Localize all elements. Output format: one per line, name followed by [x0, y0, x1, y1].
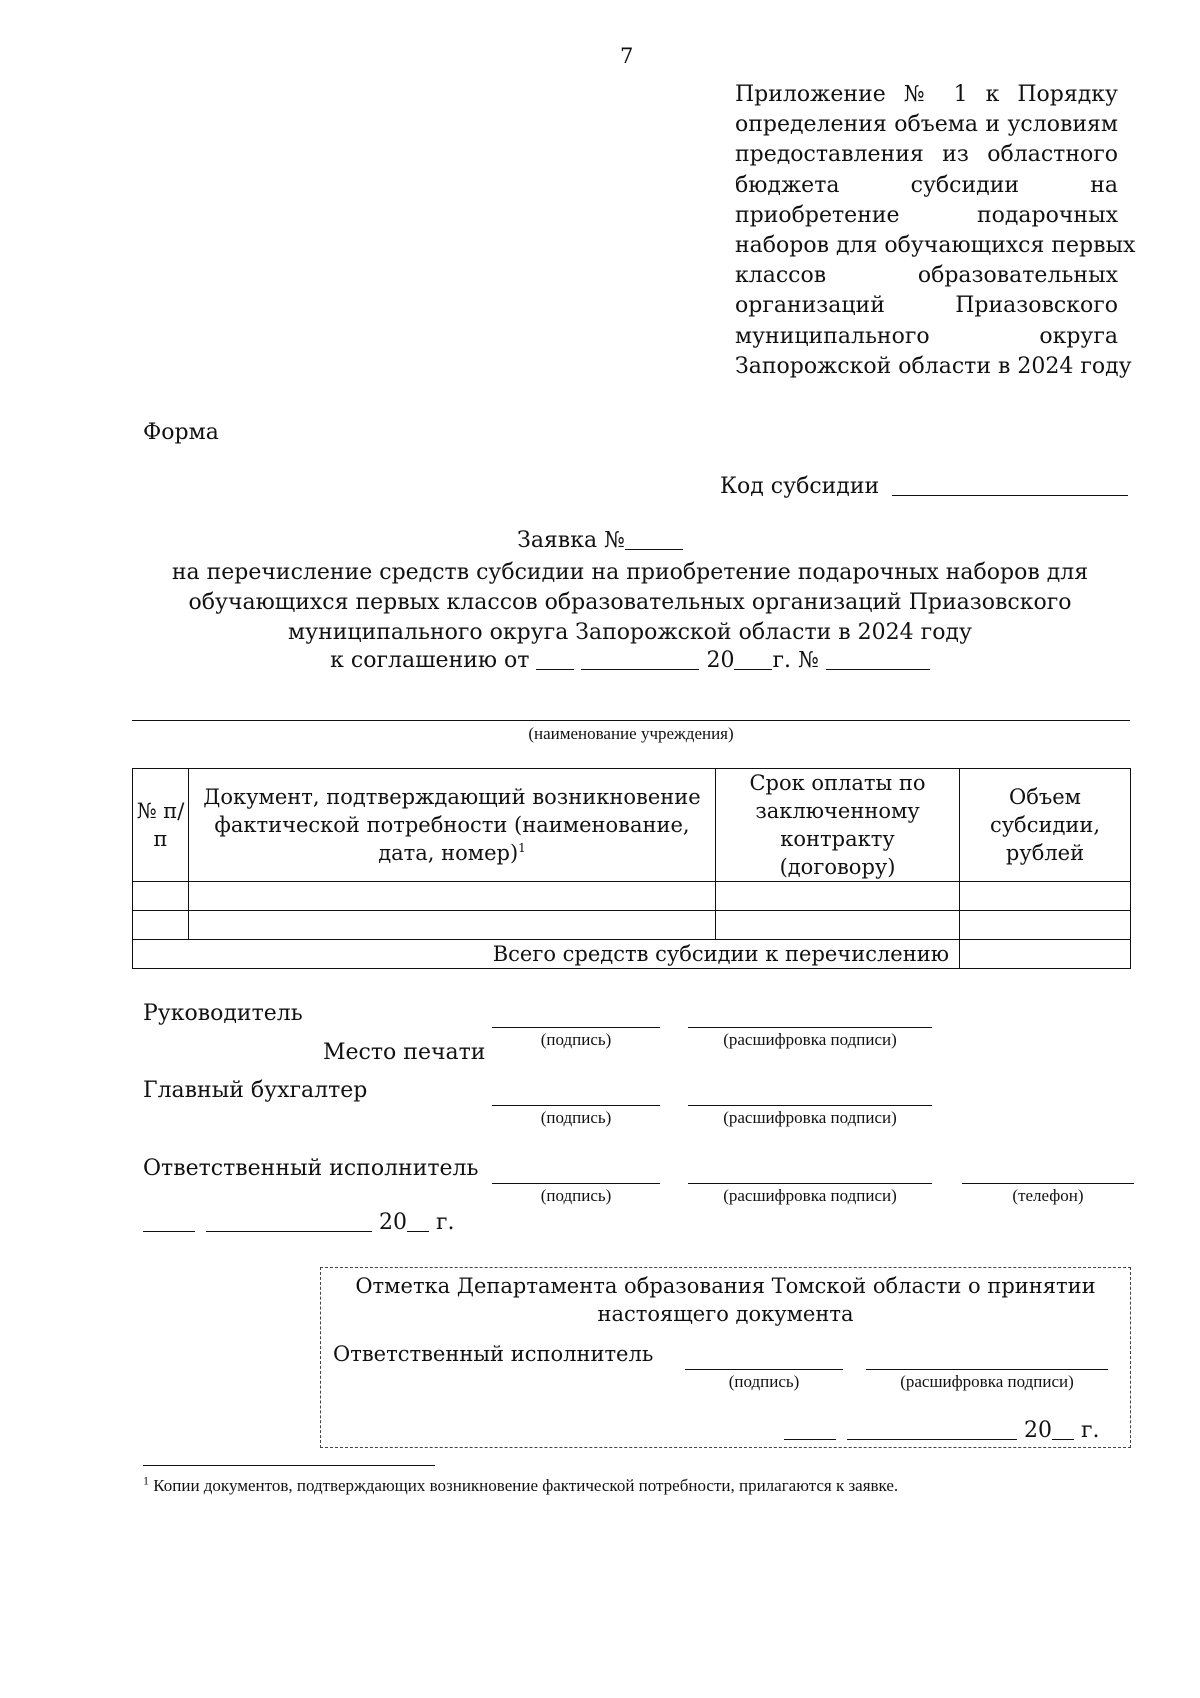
department-date-row	[784, 1418, 1100, 1443]
agreement-year-suffix: г. №	[772, 648, 819, 673]
phone-caption: (телефон)	[1012, 1186, 1084, 1205]
signature-caption: (подпись)	[540, 1030, 612, 1049]
request-body-line: на перечисление средств субсидии на приобретение подарочных наборов для	[171, 560, 1089, 585]
page-number: 7	[620, 44, 634, 68]
table-cell[interactable]	[716, 882, 960, 911]
table-row	[133, 911, 1131, 940]
footnote-mark: 1	[143, 1473, 149, 1488]
department-date-month-field[interactable]	[847, 1419, 1017, 1440]
appendix-line: бюджета субсидии на	[735, 172, 1118, 198]
agreement-prefix: к соглашению от	[330, 648, 530, 673]
department-executor-label: Ответственный исполнитель	[333, 1342, 654, 1366]
table-cell[interactable]	[960, 911, 1131, 940]
request-title-row	[0, 528, 1200, 553]
accountant-signature-line[interactable]	[492, 1105, 660, 1106]
request-body-line: муниципального округа Запорожской области в 2024 году	[288, 620, 972, 645]
agreement-day-field[interactable]	[536, 649, 574, 670]
table-cell[interactable]	[189, 882, 716, 911]
header-document: Документ, подтверждающий возникновение фактической потребности (наименование, дата, номер)$^1$	[189, 769, 716, 882]
appendix-block	[735, 80, 1136, 382]
date-year: 20	[379, 1210, 407, 1235]
department-box-title-line: Отметка Департамента образования Томской области о принятии	[355, 1274, 1096, 1298]
agreement-number-field[interactable]	[826, 649, 930, 670]
department-acceptance-box	[320, 1267, 1131, 1448]
institution-caption: (наименование учреждения)	[528, 724, 734, 743]
appendix-line: предоставления из областного	[735, 142, 1118, 168]
decode-caption: (расшифровка подписи)	[723, 1108, 897, 1127]
footnote-separator	[143, 1465, 435, 1466]
signature-caption: (подпись)	[540, 1108, 612, 1127]
institution-name-field[interactable]	[132, 720, 1130, 721]
department-signature-caption: (подпись)	[728, 1372, 800, 1391]
executor-signature-line[interactable]	[492, 1183, 660, 1184]
request-title: Заявка №	[517, 528, 625, 553]
chief-accountant-label: Главный бухгалтер	[143, 1078, 368, 1103]
decode-caption: (расшифровка подписи)	[723, 1186, 897, 1205]
subsidy-code-field[interactable]	[892, 475, 1128, 496]
footnote-ref: 1	[518, 841, 526, 855]
footnote	[143, 1473, 899, 1496]
department-box-title	[321, 1272, 1130, 1328]
agreement-month-field[interactable]	[581, 649, 699, 670]
table-total-row	[133, 940, 1131, 969]
appendix-line: наборов для обучающихся первых	[735, 233, 1136, 259]
department-date-year-suffix: г.	[1081, 1418, 1100, 1443]
table-cell[interactable]	[960, 882, 1131, 911]
department-date-year: 20	[1024, 1418, 1052, 1443]
table-header-row	[133, 769, 1131, 882]
appendix-line: Запорожской области в 2024 году	[735, 353, 1132, 379]
agreement-row	[0, 648, 1200, 673]
table-cell[interactable]	[133, 882, 189, 911]
executor-label: Ответственный исполнитель	[143, 1156, 479, 1181]
subsidy-code-row	[720, 474, 1128, 499]
header-num: № п/п	[133, 769, 189, 882]
header-term: Срок оплаты по заключенному контракту (договору)	[716, 769, 960, 882]
date-row	[143, 1210, 455, 1235]
date-year-field[interactable]	[407, 1211, 429, 1232]
head-decode-line[interactable]	[688, 1027, 932, 1028]
department-date-day-field[interactable]	[784, 1419, 836, 1440]
total-amount-cell[interactable]	[960, 940, 1131, 969]
executor-decode-line[interactable]	[688, 1183, 932, 1184]
department-date-year-field[interactable]	[1052, 1419, 1074, 1440]
table-cell[interactable]	[716, 911, 960, 940]
appendix-line: Приложение № 1 к Порядку	[735, 82, 1118, 107]
table-cell[interactable]	[189, 911, 716, 940]
executor-phone-line[interactable]	[962, 1183, 1134, 1184]
footnote-text: Копии документов, подтверждающих возникновение фактической потребности, прилагаются к заявке.	[153, 1476, 899, 1495]
head-label: Руководитель	[143, 1001, 303, 1026]
date-day-field[interactable]	[143, 1211, 195, 1232]
agreement-year-field[interactable]	[734, 649, 772, 670]
table-cell[interactable]	[133, 911, 189, 940]
signature-caption: (подпись)	[540, 1186, 612, 1205]
agreement-year: 20	[706, 648, 735, 673]
department-signature-line[interactable]	[685, 1369, 843, 1370]
appendix-line: классов образовательных	[735, 263, 1118, 289]
head-signature-line[interactable]	[492, 1027, 660, 1028]
subsidy-table	[132, 768, 1131, 969]
table-row	[133, 882, 1131, 911]
department-decode-caption: (расшифровка подписи)	[900, 1372, 1074, 1391]
appendix-line: организаций Приазовского	[735, 293, 1118, 319]
decode-caption: (расшифровка подписи)	[723, 1030, 897, 1049]
date-month-field[interactable]	[206, 1211, 372, 1232]
request-number-field[interactable]	[625, 529, 683, 550]
request-body-line: обучающихся первых классов образовательных организаций Приазовского	[188, 590, 1072, 615]
subsidy-code-label: Код субсидии	[720, 474, 880, 499]
appendix-line: приобретение подарочных	[735, 202, 1118, 228]
appendix-line: муниципального округа	[735, 323, 1118, 349]
date-year-suffix: г.	[436, 1210, 455, 1235]
department-box-title-line: настоящего документа	[597, 1302, 854, 1326]
form-label: Форма	[143, 420, 219, 445]
request-body	[0, 558, 1200, 648]
department-decode-line[interactable]	[866, 1369, 1108, 1370]
total-label: Всего средств субсидии к перечислению	[133, 940, 960, 969]
appendix-line: определения объема и условиям	[735, 112, 1118, 138]
seal-label: Место печати	[323, 1040, 486, 1065]
header-amount: Объем субсидии, рублей	[960, 769, 1131, 882]
accountant-decode-line[interactable]	[688, 1105, 932, 1106]
